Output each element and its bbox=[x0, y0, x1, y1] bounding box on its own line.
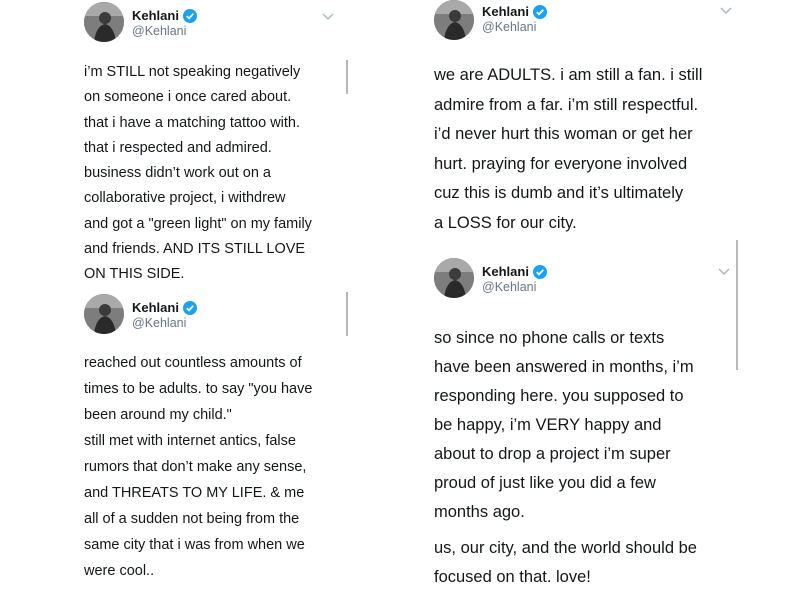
tweet-text bbox=[84, 350, 312, 584]
tweet-line: cuz this is dumb and it’s ultimately bbox=[434, 184, 684, 202]
scrollbar[interactable] bbox=[346, 292, 348, 336]
tweet-line: about to drop a project i’m super bbox=[434, 445, 671, 463]
tweet-line: a LOSS for our city. bbox=[434, 213, 577, 232]
tweet-line: we are ADULTS. i am still a fan. i still bbox=[434, 66, 703, 84]
author-row bbox=[132, 8, 197, 23]
author-name[interactable]: Kehlani bbox=[132, 300, 179, 315]
tweet-line: times to be adults. to say "you have bbox=[84, 381, 313, 397]
tweet-line: ON THIS SIDE. bbox=[84, 266, 185, 283]
scrollbar[interactable] bbox=[736, 240, 738, 370]
verified-badge-icon bbox=[533, 265, 547, 279]
tweet-line: and friends. AND ITS STILL LOVE bbox=[84, 241, 306, 258]
author-row bbox=[482, 4, 547, 19]
tweet-line: hurt. praying for everyone involved bbox=[434, 154, 688, 173]
tweet-line: that i respected and admired. bbox=[84, 139, 272, 156]
tweet-line: i’m STILL not speaking negatively bbox=[84, 64, 301, 80]
tweet-line: business didn’t work out on a bbox=[84, 165, 271, 182]
author-row bbox=[132, 300, 197, 315]
tweet-line: collaborative project, i withdrew bbox=[84, 190, 286, 207]
verified-badge-icon bbox=[183, 9, 197, 23]
avatar[interactable] bbox=[84, 2, 124, 42]
verified-badge-icon bbox=[533, 5, 547, 19]
tweet-text bbox=[84, 60, 312, 288]
tweet-line: reached out countless amounts of bbox=[84, 355, 302, 371]
tweet-line: rumors that don’t make any sense, bbox=[84, 459, 307, 475]
author-handle[interactable]: @Kehlani bbox=[482, 280, 537, 294]
author-row bbox=[482, 264, 547, 279]
tweet-line: still met with internet antics, false bbox=[84, 433, 296, 449]
tweet-text bbox=[434, 324, 697, 592]
chevron-down-icon[interactable] bbox=[718, 268, 730, 276]
author-handle[interactable]: @Kehlani bbox=[132, 24, 187, 38]
avatar[interactable] bbox=[434, 258, 474, 298]
verified-badge-icon bbox=[183, 301, 197, 315]
author-name[interactable]: Kehlani bbox=[482, 4, 529, 19]
scrollbar[interactable] bbox=[346, 60, 348, 94]
tweet-line: and got a "green light" on my family bbox=[84, 215, 312, 232]
avatar[interactable] bbox=[434, 0, 474, 40]
author-handle[interactable]: @Kehlani bbox=[482, 20, 537, 34]
tweet-line: focused on that. love! bbox=[434, 568, 591, 586]
tweet-line: all of a sudden not being from the bbox=[84, 511, 300, 527]
tweet-text bbox=[434, 61, 702, 238]
author-name[interactable]: Kehlani bbox=[132, 8, 179, 23]
avatar[interactable] bbox=[84, 294, 124, 334]
tweet-line: admire from a far. i’m still respectful. bbox=[434, 95, 699, 114]
tweet-line: on someone i once cared about. bbox=[84, 89, 292, 106]
tweet-line: that i have a matching tattoo with. bbox=[84, 114, 301, 131]
author-name[interactable]: Kehlani bbox=[482, 264, 529, 279]
tweet-line: were cool.. bbox=[84, 563, 155, 579]
tweet-line: so since no phone calls or texts bbox=[434, 329, 665, 347]
tweet-line: i’d never hurt this woman or get her bbox=[434, 125, 693, 143]
tweet-line: responding here. you supposed to bbox=[434, 387, 684, 405]
tweet-line: been around my child." bbox=[84, 407, 232, 423]
tweet-line: have been answered in months, i’m bbox=[434, 358, 694, 376]
tweet-line: months ago. bbox=[434, 503, 525, 521]
tweet-line: be happy, i’m VERY happy and bbox=[434, 416, 662, 434]
tweet-line: same city that i was from when we bbox=[84, 537, 305, 553]
chevron-down-icon[interactable] bbox=[322, 13, 334, 21]
author-handle[interactable]: @Kehlani bbox=[132, 316, 187, 330]
tweet-line: proud of just like you did a few bbox=[434, 474, 656, 492]
chevron-down-icon[interactable] bbox=[720, 7, 732, 15]
tweet-line: and THREATS TO MY LIFE. & me bbox=[84, 485, 305, 501]
tweet-line: us, our city, and the world should be bbox=[434, 539, 697, 557]
